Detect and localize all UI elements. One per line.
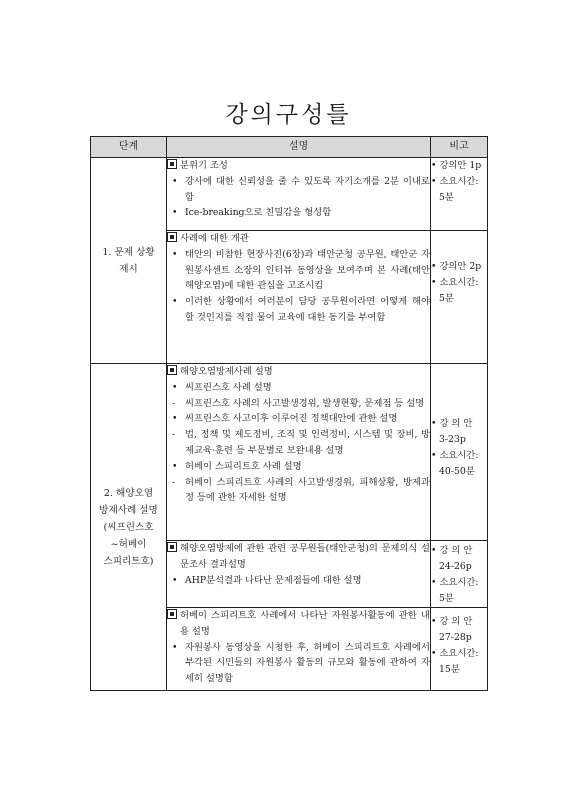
stage1-block1 [167,158,431,231]
note-line: • 강의안 2p [431,261,482,272]
list-item: 씨프린스호 사례 설명 [185,381,272,393]
list-item: AHP분석결과 나타난 문제점들에 대한 설명 [185,574,362,586]
note-line: 24-26p [439,561,472,572]
list-item: 씨프린스호 사례의 사고발생경위, 발생현황, 문제점 등 설명 [185,397,425,409]
lecture-structure-table [90,136,488,691]
bullet-icon: • [172,381,178,393]
bullet-icon: • [172,641,178,653]
bullet-icon: • [172,460,178,472]
bullet-icon: • [172,413,178,425]
block-heading: 해양오염방제사례 설명 [180,366,273,377]
note-line: 5분 [439,593,454,604]
note-line: • 소요시간: [431,176,479,187]
note-line: • 소요시간: [431,277,479,288]
dash-icon: - [172,476,176,488]
list-item: 이러한 상황에서 여러분이 담당 공무원이라면 어떻게 해야 할 것인지를 직접 물어 교육에 대한 동기를 부여함 [185,296,430,323]
note-line: 5분 [439,293,454,304]
bullet-icon: • [172,175,178,187]
bullet-icon: • [172,207,178,219]
note-line: • 소요시간: [431,450,479,461]
list-item: 강사에 대한 신뢰성을 줄 수 있도록 자기소개를 2분 이내로 함 [185,175,430,203]
checkbox-square-icon [167,159,177,169]
header-note: 비고 [431,137,488,158]
note-line: • 소요시간: [431,577,479,588]
checkbox-square-icon [167,365,177,375]
list-item: 태안의 비참한 현장사진(6장)과 태안군청 공무원, 태안군 자원봉사센트 소장의 인터뷰 동영상을 보여주며 본 사례(태안 해양오염)에 대한 관심을 고조시킴 [185,248,430,292]
note-cell [431,608,488,691]
note-line: 5분 [439,192,454,203]
stage2-block2 [167,541,431,608]
stage2-block1 [167,364,431,541]
note-line: 15분 [439,664,460,675]
header-stage: 단계 [91,137,167,158]
page-title: 강의구성틀 [225,102,352,128]
list-item: 허베이 스피리트호 사례 설명 [185,460,302,472]
list-item: 허베이 스피리트호 사례의 사고발생경위, 피해상황, 방제과정 등에 관한 자세한 설명 [185,476,430,504]
list-item: Ice-breaking으로 친밀감을 형성함 [185,207,332,219]
note-line: • 강 의 안 [431,616,473,627]
note-cell [431,158,488,231]
block-heading: 분위기 조성 [180,160,228,171]
block-heading: 해양오염방제에 관한 관련 공무원들(태안군청)의 문제의식 설문조사 결과설명 [180,543,430,570]
note-cell [431,231,488,364]
note-line: 27-28p [439,632,472,643]
checkbox-square-icon [167,609,177,619]
stage-1-label: 1. 문제 상황 제시 [91,158,167,364]
note-line: 3-23p [439,434,466,445]
list-item: 자원봉사 동영상을 시청한 후, 허베이 스피리트호 사례에서 부각된 시민들의 자원봉사 활동의 규모와 활동에 관하여 자세히 설명함 [185,641,430,685]
block-heading: 허베이 스피리트호 사례에서 나타난 자원봉사활동에 관한 내용 설명 [180,610,430,637]
header-description: 설명 [167,137,431,158]
note-line: • 강의안 1p [431,160,482,171]
table-header-row [91,137,488,158]
checkbox-square-icon [167,232,177,242]
bullet-icon: • [172,296,178,308]
table-row [91,364,488,541]
note-line: • 강 의 안 [431,418,473,429]
note-line: 40-50분 [439,466,475,477]
stage1-block2 [167,231,431,364]
table-row [91,158,488,231]
dash-icon: - [172,429,176,441]
bullet-icon: • [172,574,178,586]
block-heading: 사례에 대한 개관 [180,233,249,244]
list-item: 씨프린스호 사고이후 이루어진 정책대안에 관한 설명 [185,413,398,425]
bullet-icon: • [172,248,178,260]
stage-2-label: 2. 해양오염 방제사례 설명 (씨프린스호 ~허베이 스피리트호) [91,364,167,691]
note-cell [431,541,488,608]
note-line: • 강 의 안 [431,545,473,556]
note-cell [431,364,488,541]
note-line: • 소요시간: [431,648,479,659]
dash-icon: - [172,397,176,409]
list-item: 법, 정책 및 제도정비, 조직 및 인력정비, 시스템 및 장비, 방제교육·훈련 등 부문별로 보완내용 설명 [185,429,430,456]
checkbox-square-icon [167,542,177,552]
stage2-block3 [167,608,431,691]
